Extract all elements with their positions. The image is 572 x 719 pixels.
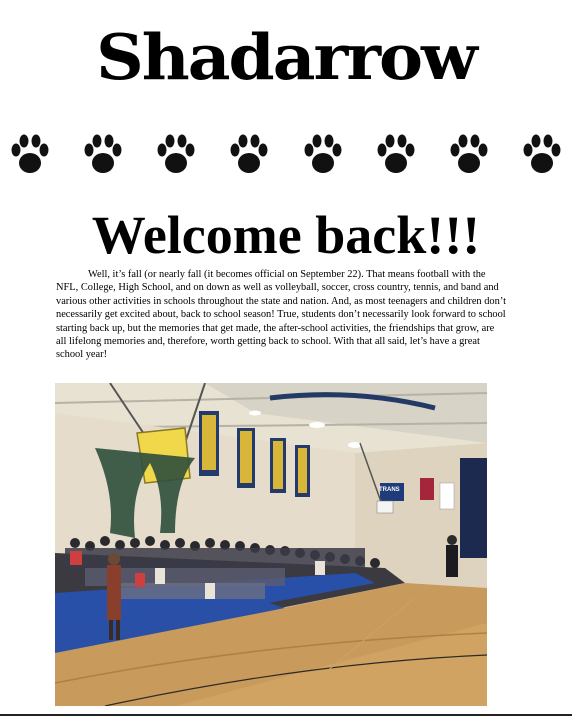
article-headline: Welcome back!!!	[91, 205, 481, 265]
paw-print-icon	[83, 132, 123, 176]
paw-print-icon	[449, 132, 489, 176]
paw-print-icon	[229, 132, 269, 176]
paw-print-icon	[10, 132, 50, 176]
paw-print-row	[10, 130, 562, 178]
hoop-banner-sign: TRANS	[379, 487, 400, 493]
paw-print-icon	[156, 132, 196, 176]
paw-print-icon	[522, 132, 562, 176]
article-body: Well, it’s fall (or nearly fall (it becomes official on September 22). That means football with the NFL, College, High School, and on down as well as volleyball, soccer, cross country, tennis, and band and various other activities in schools throughout the state and nation. And, as most teenagers and children don’t necessarily get excited about, back to school season! True, students don’t necessarily look forward to school starting back up, but the memories that get made, the after-school activities, the friendships that grow, are all lifelong memories and, therefore, worth getting back to school. With that all said, let’s have a great school year!	[56, 269, 506, 361]
gymnasium-photo	[55, 383, 487, 706]
paw-print-icon	[303, 132, 343, 176]
page-bottom-rule	[0, 714, 572, 716]
masthead-title: Shadarrow	[96, 19, 476, 95]
paw-print-icon	[376, 132, 416, 176]
